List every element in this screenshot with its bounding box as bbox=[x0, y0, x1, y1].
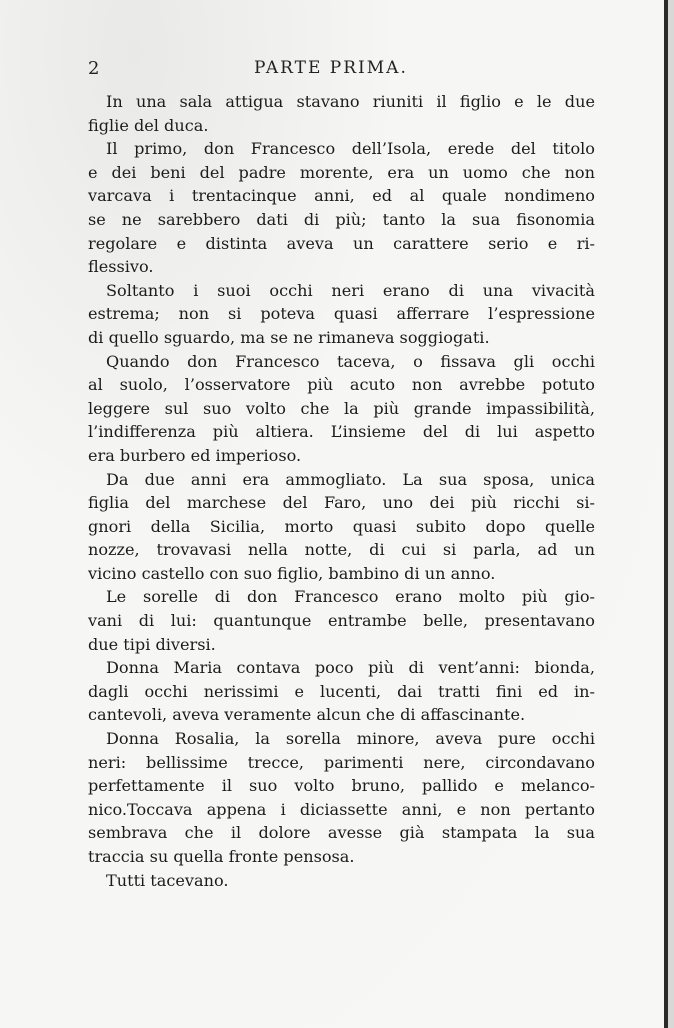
body-text bbox=[88, 90, 595, 892]
text-line: sembrava che il dolore avesse già stampata la sua bbox=[88, 823, 595, 843]
text-line: Quando don Francesco taceva, o fissava gli occhi bbox=[106, 351, 595, 371]
text-line: figlia del marchese del Faro, uno dei più ricchi si- bbox=[88, 493, 595, 513]
text-line: leggere sul suo volto che la più grande impassibilità, bbox=[88, 398, 595, 418]
page-number: 2 bbox=[88, 58, 100, 79]
page-header bbox=[88, 58, 600, 86]
page-edge bbox=[668, 0, 674, 1028]
text-line: figlie del duca. bbox=[88, 115, 209, 135]
text-line: regolare e distinta aveva un carattere serio e ri- bbox=[88, 233, 595, 253]
text-line: varcava i trentacinque anni, ed al quale nondimeno bbox=[88, 186, 595, 206]
text-line: estrema; non si poteva quasi afferrare l’espressione bbox=[88, 304, 595, 324]
text-line: al suolo, l’osservatore più acuto non avrebbe potuto bbox=[88, 375, 595, 395]
text-line: neri: bellissime trecce, parimenti nere, circondavano bbox=[88, 752, 595, 772]
text-line: era burbero ed imperioso. bbox=[88, 445, 302, 465]
text-line: nozze, trovavasi nella notte, di cui si parla, ad un bbox=[88, 540, 595, 560]
text-line: Donna Maria contava poco più di vent’anni: bionda, bbox=[106, 658, 595, 678]
text-line: vicino castello con suo figlio, bambino di un anno. bbox=[88, 563, 496, 583]
text-line: Le sorelle di don Francesco erano molto più gio- bbox=[106, 587, 595, 607]
text-line: Tutti tacevano. bbox=[106, 870, 229, 890]
text-line: dagli occhi nerissimi e lucenti, dai tratti fini ed in- bbox=[88, 681, 595, 701]
text-line: Da due anni era ammogliato. La sua sposa, unica bbox=[106, 469, 595, 489]
text-line: nico.Toccava appena i diciassette anni, e non pertanto bbox=[88, 799, 595, 819]
running-title: PARTE PRIMA. bbox=[254, 58, 408, 78]
text-line: e dei beni del padre morente, era un uomo che non bbox=[88, 162, 595, 182]
text-line: Donna Rosalia, la sorella minore, aveva pure occhi bbox=[106, 729, 595, 749]
text-line: di quello sguardo, ma se ne rimaneva soggiogati. bbox=[88, 327, 490, 347]
text-line: l’indifferenza più altiera. L’insieme del di lui aspetto bbox=[88, 422, 595, 442]
text-line: flessivo. bbox=[88, 257, 154, 277]
text-line: vani di lui: quantunque entrambe belle, presentavano bbox=[88, 611, 595, 631]
text-line: gnori della Sicilia, morto quasi subito dopo quelle bbox=[88, 516, 595, 536]
text-line: In una sala attigua stavano riuniti il figlio e le due bbox=[106, 92, 595, 111]
text-line: cantevoli, aveva veramente alcun che di affascinante. bbox=[88, 705, 526, 725]
text-line: Il primo, don Francesco dell’Isola, erede del titolo bbox=[106, 139, 595, 159]
text-line: se ne sarebbero dati di più; tanto la sua fisonomia bbox=[88, 209, 595, 229]
text-line: perfettamente il suo volto bruno, pallido e melanco- bbox=[88, 776, 595, 796]
text-line: due tipi diversi. bbox=[88, 634, 216, 654]
text-line: traccia su quella fronte pensosa. bbox=[88, 847, 355, 866]
text-line: Soltanto i suoi occhi neri erano di una vivacità bbox=[106, 280, 595, 300]
